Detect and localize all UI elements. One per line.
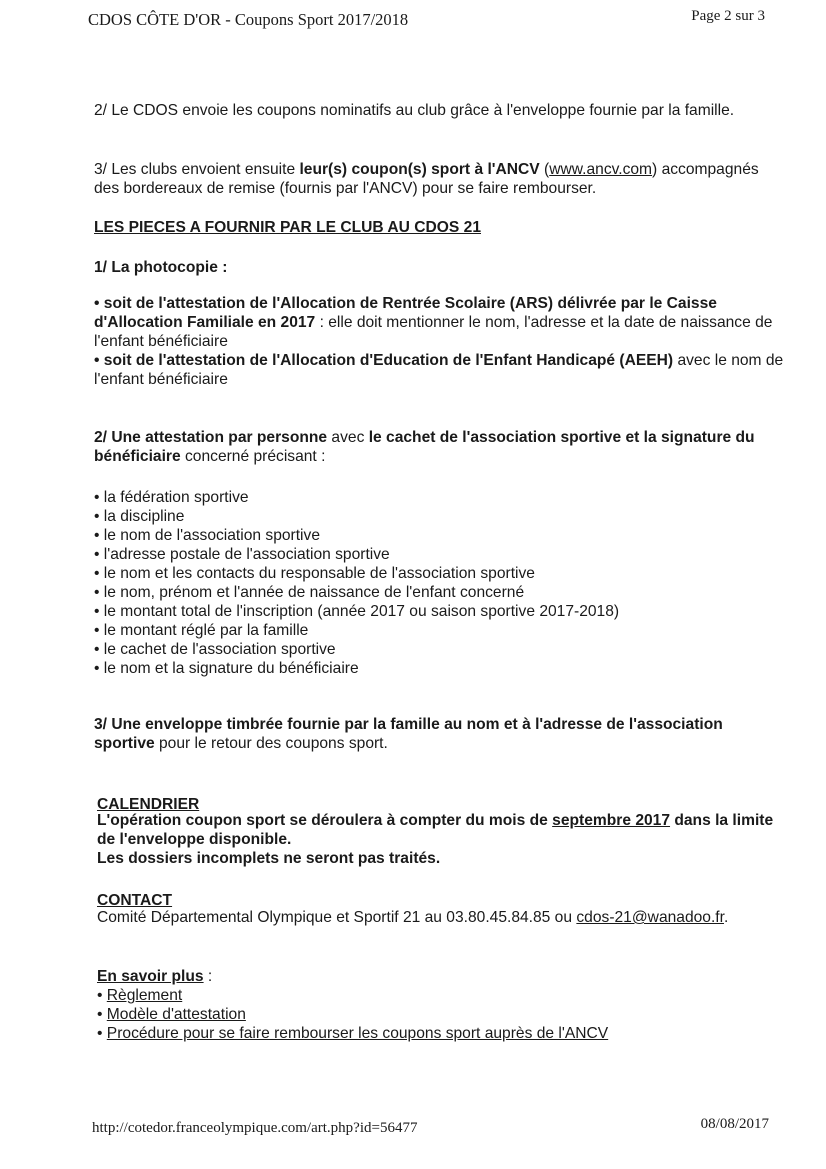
document-header-title: CDOS CÔTE D'OR - Coupons Sport 2017/2018 (88, 10, 409, 29)
list-item: • la discipline (94, 508, 185, 525)
footer-url: http://cotedor.franceolympique.com/art.php?id=56477 (92, 1120, 418, 1136)
aeeh-bold-text: • soit de l'attestation de l'Allocation d'Education de l'Enfant Handicapé (AEEH) (94, 352, 674, 369)
attestation-text-1: avec (327, 429, 369, 446)
contact-text: Comité Départemental Olympique et Sportif 21 au 03.80.45.84.85 ou (97, 909, 577, 926)
pieces-heading: LES PIECES A FOURNIR PAR LE CLUB AU CDOS 21 (94, 219, 481, 236)
bullet: • (97, 987, 107, 1004)
ars-bold-text: • soit de l'attestation de l'Allocation de Rentrée Scolaire (ARS) délivrée par le Caisse d'Allocation Familiale en 2017 (94, 295, 717, 331)
savoir-plus-colon: : (203, 968, 213, 985)
savoir-plus-section (97, 967, 787, 1043)
ars-paragraph (94, 294, 784, 389)
modele-attestation-link[interactable]: Modèle d'attestation (106, 1006, 246, 1023)
contact-period: . (723, 909, 729, 926)
list-item: • l'adresse postale de l'association sportive (94, 546, 390, 563)
list-item: • la fédération sportive (94, 489, 249, 506)
footer-date: 08/08/2017 (700, 1116, 769, 1132)
attestation-bold-2: le cachet de l'association sportive et la signature du bénéficiaire (94, 429, 755, 465)
attestation-paragraph (94, 428, 784, 466)
step-3-bold: leur(s) coupon(s) sport à l'ANCV (299, 161, 540, 178)
savoir-plus-heading: En savoir plus (97, 968, 204, 985)
bullet: • (97, 1006, 107, 1023)
list-item: • le montant total de l'inscription (année 2017 ou saison sportive 2017-2018) (94, 603, 620, 620)
list-item: • le nom et la signature du bénéficiaire (94, 660, 359, 677)
enveloppe-paragraph (94, 715, 784, 753)
calendrier-text-3: Les dossiers incomplets ne seront pas traités. (97, 850, 441, 867)
list-item: • le montant réglé par la famille (94, 622, 309, 639)
ancv-link[interactable]: www.ancv.com (549, 161, 653, 178)
aeeh-text: avec le nom de l'enfant bénéficiaire (94, 352, 784, 388)
page-number: Page 2 sur 3 (691, 8, 765, 24)
reglement-link[interactable]: Règlement (106, 987, 183, 1004)
list-item: • le nom et les contacts du responsable de l'association sportive (94, 565, 535, 582)
list-item: • le nom, prénom et l'année de naissance de l'enfant concerné (94, 584, 525, 601)
calendrier-text-1: L'opération coupon sport se déroulera à compter du mois de (97, 812, 553, 829)
calendrier-paragraph (97, 811, 787, 868)
step-3-text-end: ) accompagnés des bordereaux de remise (fournis par l'ANCV) pour se faire rembourser. (94, 161, 759, 197)
step-2-paragraph: 2/ Le CDOS envoie les coupons nominatifs au club grâce à l'enveloppe fournie par la famille. (94, 102, 735, 119)
procedure-remboursement-link[interactable]: Procédure pour se faire rembourser les coupons sport auprès de l'ANCV (106, 1025, 609, 1042)
attestation-bold-1: 2/ Une attestation par personne (94, 429, 328, 446)
step-3-paren: ( (539, 161, 550, 178)
photocopie-title: 1/ La photocopie : (94, 259, 228, 276)
list-item: • le cachet de l'association sportive (94, 641, 336, 658)
step-3-paragraph (94, 160, 784, 198)
contact-heading: CONTACT (97, 892, 173, 909)
attestation-text-2: concerné précisant : (180, 448, 326, 465)
contact-email-link[interactable]: cdos-21@wanadoo.fr (576, 909, 724, 926)
contact-paragraph (97, 908, 787, 927)
list-item (97, 986, 787, 1005)
enveloppe-bold: 3/ Une enveloppe timbrée fournie par la famille au nom et à l'adresse de l'association sportive (94, 716, 723, 752)
attestation-list (94, 488, 784, 678)
list-item: • le nom de l'association sportive (94, 527, 320, 544)
step-3-text-start: 3/ Les clubs envoient ensuite (94, 161, 300, 178)
ars-text: : elle doit mentionner le nom, l'adresse et la date de naissance de l'enfant bénéficiaire (94, 314, 773, 350)
list-item (97, 1024, 787, 1043)
calendrier-text-2: dans la limite de l'enveloppe disponible. (97, 812, 774, 848)
calendrier-heading: CALENDRIER (97, 796, 200, 813)
list-item (97, 1005, 787, 1024)
savoir-plus-title-line (97, 967, 787, 986)
bullet: • (97, 1025, 107, 1042)
calendrier-date: septembre 2017 (552, 812, 671, 829)
enveloppe-text: pour le retour des coupons sport. (154, 735, 388, 752)
